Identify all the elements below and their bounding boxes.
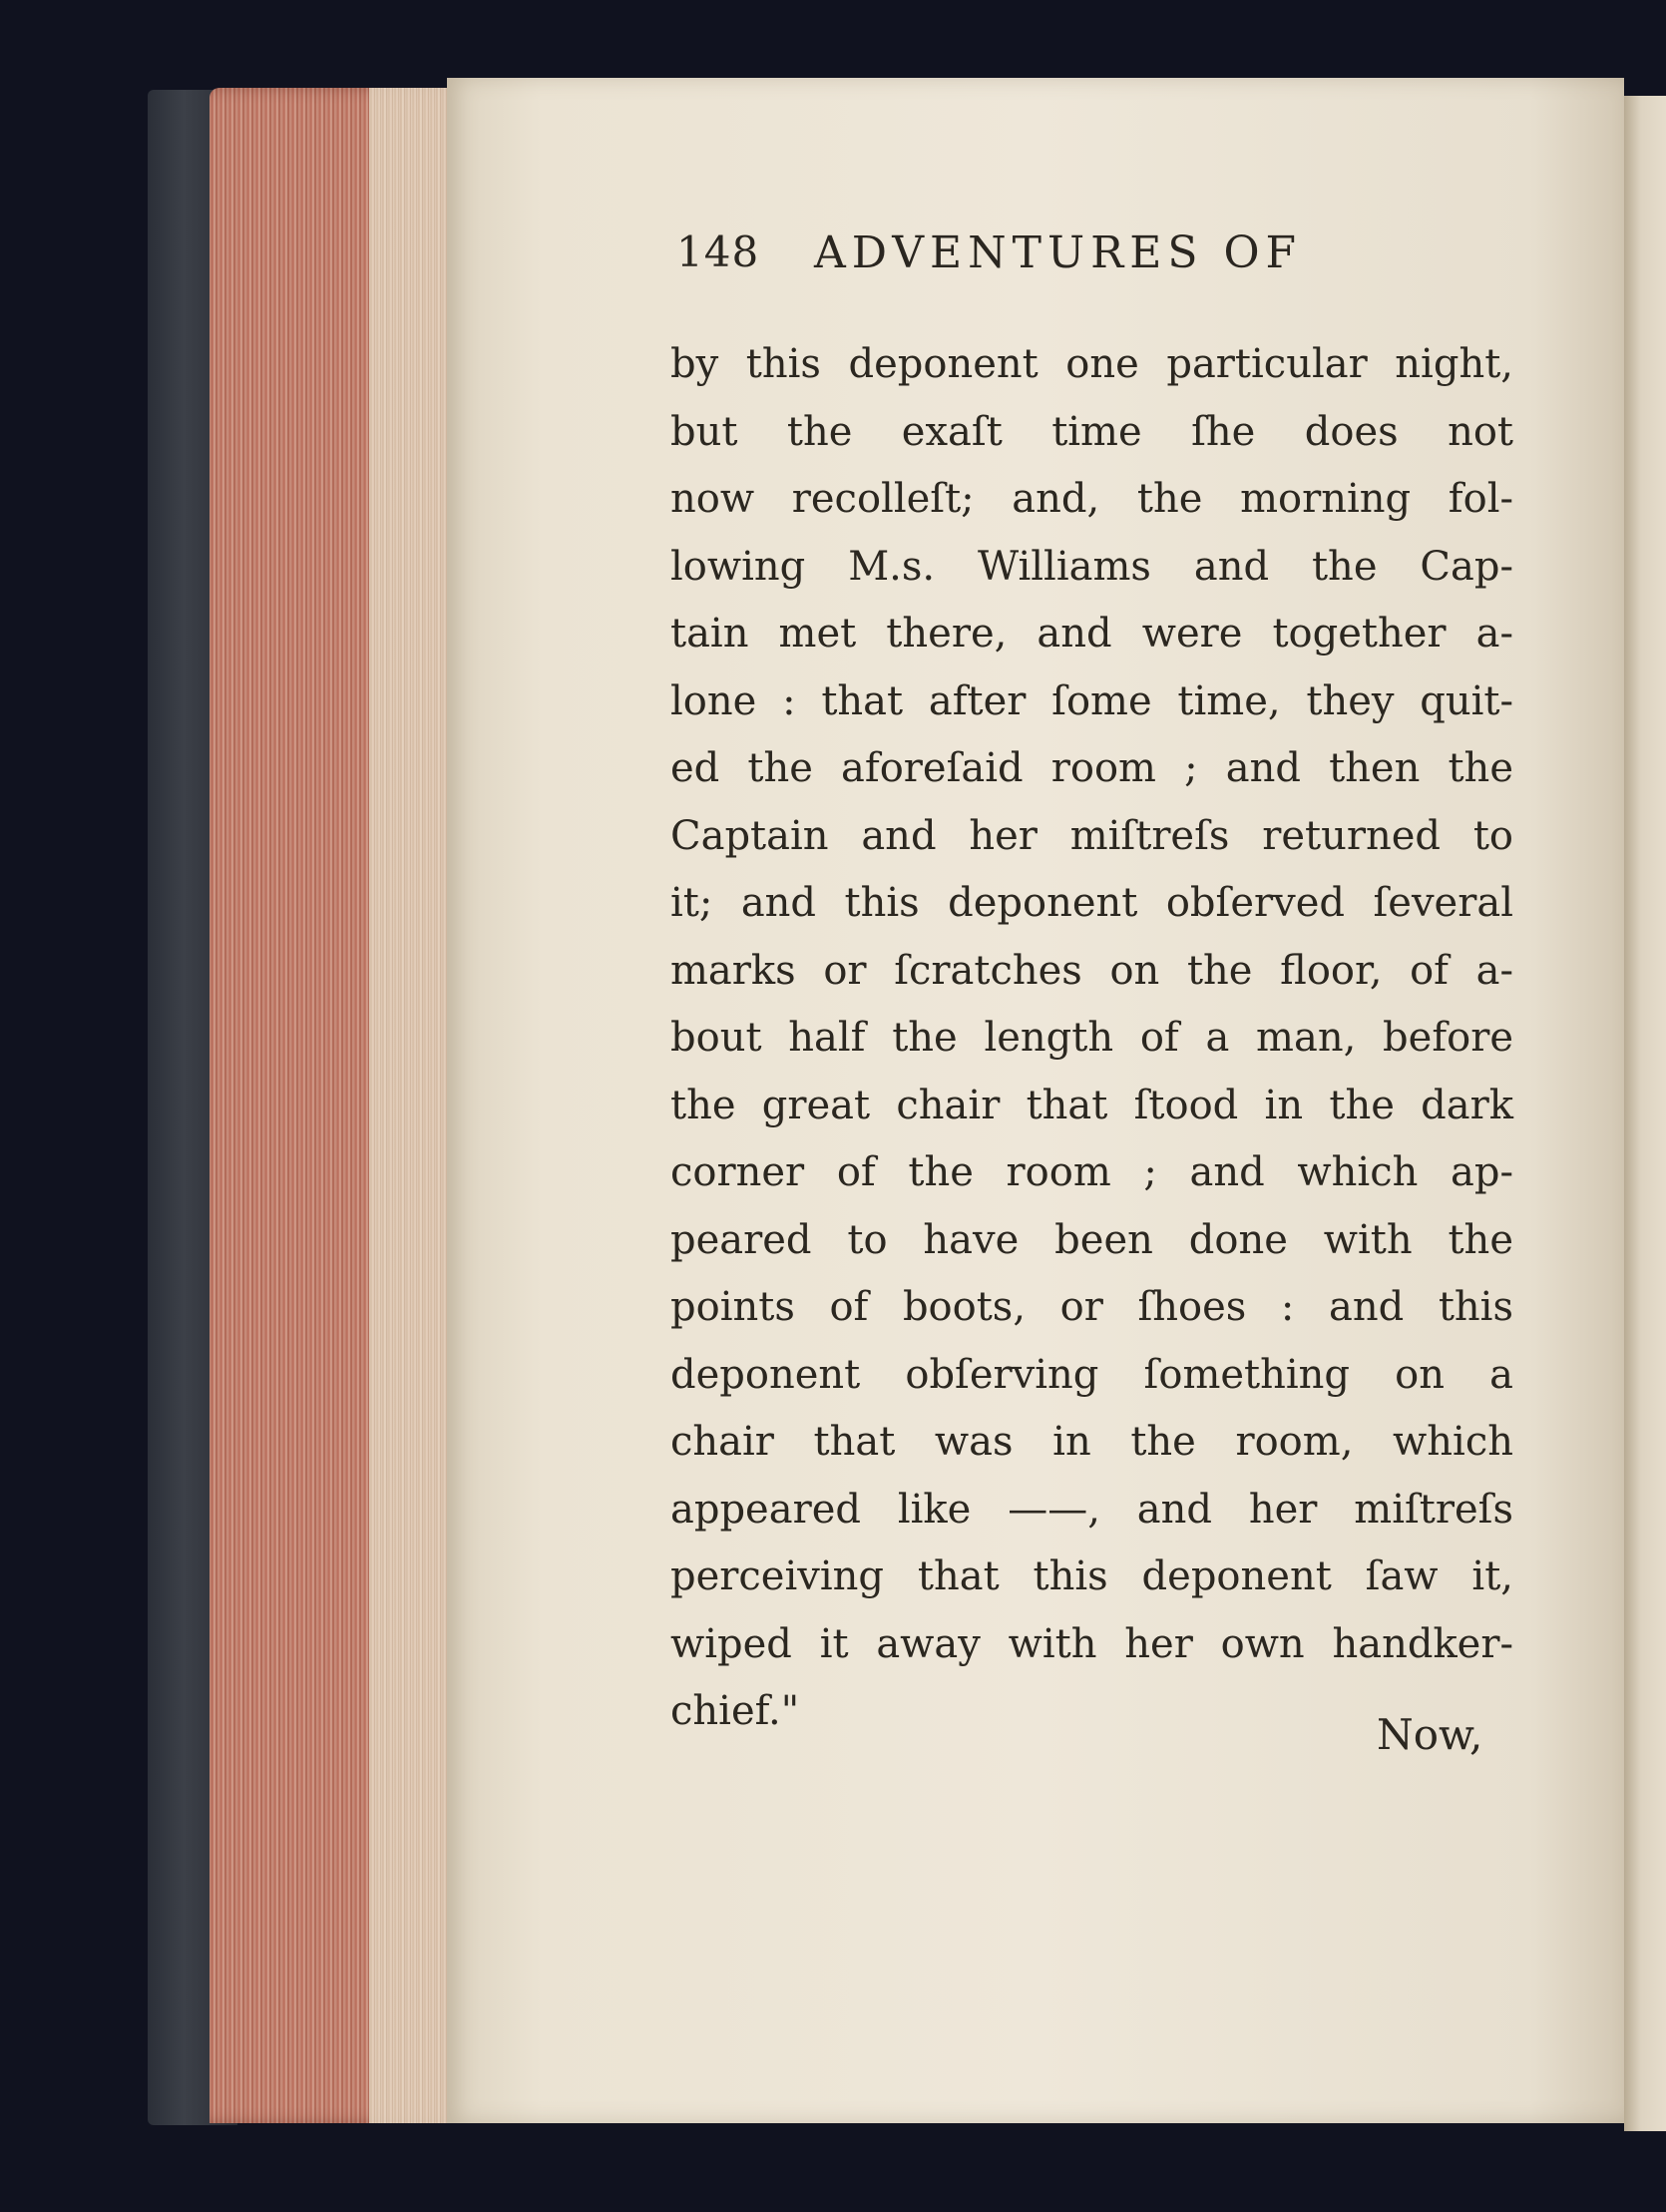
body-text [670, 331, 1513, 1746]
catchword: Now, [1377, 1710, 1483, 1759]
text-line: deponent obſerving ſomething on a [670, 1351, 1513, 1398]
text-line: chair that was in the room, which [670, 1419, 1513, 1465]
text-line: peared to have been done with the [670, 1216, 1513, 1263]
text-line: lone : that after ſome time, they quit- [670, 677, 1513, 724]
text-line: chief." [670, 1688, 800, 1734]
page-number: 148 [676, 227, 760, 276]
text-line: bout half the length of a man, before [670, 1015, 1513, 1061]
text-line: ed the aforeſaid room ; and then the [670, 745, 1513, 791]
text-line: corner of the room ; and which ap- [670, 1149, 1513, 1195]
text-line: Captain and her miſtreſs returned to [670, 812, 1513, 859]
running-head [676, 227, 1415, 287]
facing-page-edge [1624, 96, 1666, 2131]
text-line: but the exaſt time ſhe does not [670, 408, 1513, 455]
text-line: wiped it away with her own handker- [670, 1620, 1513, 1667]
text-line: perceiving that this deponent ſaw it, [670, 1553, 1513, 1599]
text-line: marks or ſcratches on the floor, of a- [670, 947, 1513, 994]
page-edges [209, 88, 459, 2123]
text-line: now recolleſt; and, the morning fol- [670, 476, 1513, 522]
text-line: points of boots, or ſhoes : and this [670, 1284, 1513, 1330]
text-line: it; and this deponent obſerved ſeveral [670, 880, 1513, 926]
running-head-title: ADVENTURES OF [814, 227, 1303, 278]
text-line: the great chair that ſtood in the dark [670, 1082, 1513, 1128]
text-line: by this deponent one particular night, [670, 341, 1513, 387]
text-line: tain met there, and were together a- [670, 611, 1513, 657]
text-line: lowing M.s. Williams and the Cap- [670, 543, 1513, 590]
text-line: appeared like ——, and her miſtreſs [670, 1486, 1513, 1533]
